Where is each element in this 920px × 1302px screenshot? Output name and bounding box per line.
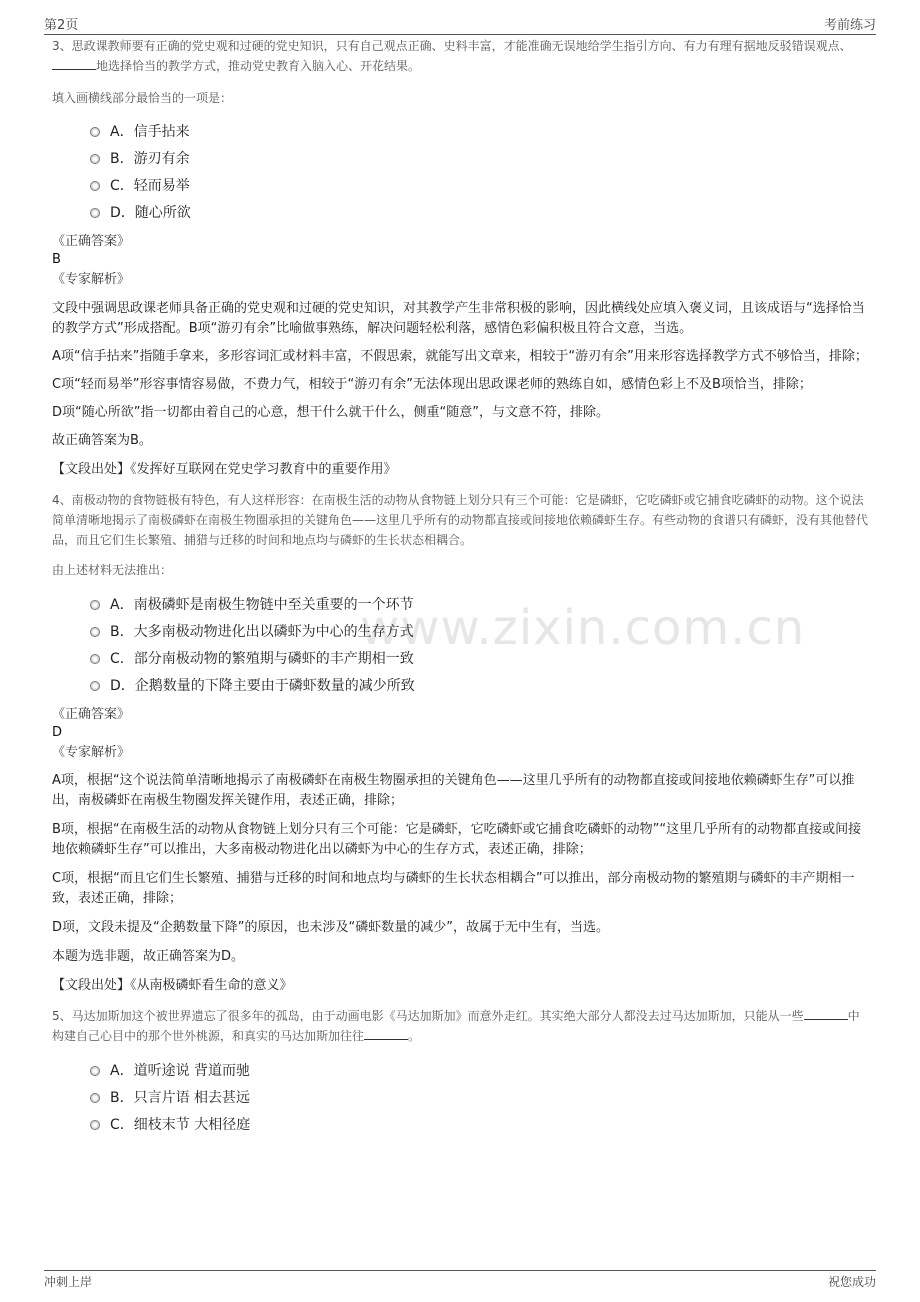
fill-blank xyxy=(804,1007,848,1020)
answer-value: D xyxy=(52,725,63,740)
option-b[interactable] xyxy=(90,619,870,646)
question-5-text-c: 。 xyxy=(408,1029,421,1043)
source-citation: 【文段出处】《发挥好互联网在党史学习教育中的重要作用》 xyxy=(52,462,397,477)
analysis-paragraph: 文段中强调思政课老师具备正确的党史观和过硬的党史知识，对其教学产生非常积极的影响，因此横线处应填入褒义词，且该成语与“选择恰当的教学方式”形成搭配。B项“游刃有余”比喻做事熟练，解决问题轻松利落，感情色彩偏积极且符合文意，当选。 xyxy=(52,301,865,336)
question-5-stem xyxy=(52,1006,870,1046)
question-5-options xyxy=(52,1058,870,1139)
option-c[interactable] xyxy=(90,173,870,200)
question-4-prompt: 由上述材料无法推出： xyxy=(52,563,173,577)
option-label: B．只言片语 相去甚远 xyxy=(110,1090,251,1106)
analysis-paragraph: C项“轻而易举”形容事情容易做，不费力气，相较于“游刃有余”无法体现出思政课老师的熟练自如，感情色彩上不及B项恰当，排除； xyxy=(52,377,812,392)
radio-icon[interactable] xyxy=(90,1120,100,1130)
analysis-label: 《专家解析》 xyxy=(52,272,131,287)
question-3-prompt: 填入画横线部分最恰当的一项是： xyxy=(52,91,233,105)
option-label: A．道听途说 背道而驰 xyxy=(110,1063,251,1079)
question-3 xyxy=(52,36,870,480)
question-3-text-b: 地选择恰当的教学方式，推动党史教育入脑入心、开花结果。 xyxy=(96,59,421,73)
radio-icon[interactable] xyxy=(90,600,100,610)
footer-right: 祝您成功 xyxy=(827,1275,876,1289)
option-label: A．信手拈来 xyxy=(110,124,190,140)
analysis-label: 《专家解析》 xyxy=(52,745,131,760)
answer-value: B xyxy=(52,252,61,267)
fill-blank xyxy=(364,1027,408,1040)
radio-icon[interactable] xyxy=(90,1066,100,1076)
option-label: D．企鹅数量的下降主要由于磷虾数量的减少所致 xyxy=(110,678,415,694)
question-5-text-b: 中构建自己心目中的那个世外桃源，和真实的马达加斯加往往 xyxy=(52,1009,860,1043)
radio-icon[interactable] xyxy=(90,208,100,218)
option-label: B．大多南极动物进化出以磷虾为中心的生存方式 xyxy=(110,624,414,640)
radio-icon[interactable] xyxy=(90,681,100,691)
source-citation: 【文段出处】《从南极磷虾看生命的意义》 xyxy=(52,978,293,993)
option-b[interactable] xyxy=(90,146,870,173)
analysis-paragraph: C项，根据“而且它们生长繁殖、捕猎与迁移的时间和地点均与磷虾的生长状态相耦合”可以推出，部分南极动物的繁殖期与磷虾的丰产期相一致，表述正确，排除； xyxy=(52,871,855,906)
page-footer xyxy=(44,1270,876,1289)
option-label: C．细枝末节 大相径庭 xyxy=(110,1117,251,1133)
content xyxy=(52,36,870,1139)
option-a[interactable] xyxy=(90,119,870,146)
radio-icon[interactable] xyxy=(90,1093,100,1103)
option-label: C．轻而易举 xyxy=(110,178,190,194)
option-a[interactable] xyxy=(90,592,870,619)
option-b[interactable] xyxy=(90,1085,870,1112)
analysis-conclusion: 故正确答案为B。 xyxy=(52,433,152,448)
question-3-text-a: 3、思政课教师要有正确的党史观和过硬的党史知识，只有自己观点正确、史料丰富，才能准确无误地给学生指引方向、有力有理有据地反驳错误观点、 xyxy=(52,39,852,53)
option-d[interactable] xyxy=(90,200,870,227)
option-c[interactable] xyxy=(90,1112,870,1139)
option-label: B．游刃有余 xyxy=(110,151,190,167)
question-4-stem: 4、南极动物的食物链极有特色，有人这样形容：在南极生活的动物从食物链上划分只有三个可能：它是磷虾，它吃磷虾或它捕食吃磷虾的动物。这个说法简单清晰地揭示了南极磷虾在南极生物圈承担的关键角色——这里几乎所有的动物都直接或间接地依赖磷虾生存。有些动物的食谱只有磷虾，没有其他替代品，而且它们生长繁殖、捕猎与迁移的时间和地点均与磷虾的生长状态相耦合。 xyxy=(52,493,869,547)
radio-icon[interactable] xyxy=(90,154,100,164)
question-4 xyxy=(52,490,870,996)
radio-icon[interactable] xyxy=(90,181,100,191)
question-3-options xyxy=(52,119,870,227)
question-5 xyxy=(52,1006,870,1139)
question-5-text-a: 5、马达加斯加这个被世界遗忘了很多年的孤岛，由于动画电影《马达加斯加》而意外走红。其实绝大部分人都没去过马达加斯加，只能从一些 xyxy=(52,1009,804,1023)
radio-icon[interactable] xyxy=(90,654,100,664)
watermark: www.zixin.com.cn xyxy=(360,600,806,656)
fill-blank xyxy=(52,57,96,70)
analysis-paragraph: B项，根据“在南极生活的动物从食物链上划分只有三个可能：它是磷虾，它吃磷虾或它捕食吃磷虾的动物”“这里几乎所有的动物都直接或间接地依赖磷虾生存”可以推出，大多南极动物进化出以磷虾为中心的生存方式，表述正确，排除； xyxy=(52,822,862,857)
page-number: 第2页 xyxy=(44,18,79,33)
analysis-paragraph: D项“随心所欲”指一切都由着自己的心意，想干什么就干什么，侧重“随意”，与文意不符，排除。 xyxy=(52,405,609,420)
analysis-paragraph: A项，根据“这个说法简单清晰地揭示了南极磷虾在南极生物圈承担的关键角色——这里几乎所有的动物都直接或间接地依赖磷虾生存”可以推出，南极磷虾在南极生物圈发挥关键作用，表述正确，排除； xyxy=(52,773,855,808)
option-d[interactable] xyxy=(90,673,870,700)
analysis-paragraph: D项，文段未提及“企鹅数量下降”的原因，也未涉及“磷虾数量的减少”，故属于无中生有，当选。 xyxy=(52,920,609,935)
answer-label: 《正确答案》 xyxy=(52,707,131,722)
question-3-stem xyxy=(52,36,870,76)
option-c[interactable] xyxy=(90,646,870,673)
option-label: C．部分南极动物的繁殖期与磷虾的丰产期相一致 xyxy=(110,651,414,667)
page-header xyxy=(44,12,876,35)
option-label: D．随心所欲 xyxy=(110,205,191,221)
radio-icon[interactable] xyxy=(90,627,100,637)
header-title: 考前练习 xyxy=(823,18,876,33)
footer-left: 冲刺上岸 xyxy=(44,1275,93,1289)
option-label: A．南极磷虾是南极生物链中至关重要的一个环节 xyxy=(110,597,414,613)
radio-icon[interactable] xyxy=(90,127,100,137)
answer-label: 《正确答案》 xyxy=(52,234,131,249)
analysis-paragraph: A项“信手拈来”指随手拿来，多形容词汇或材料丰富，不假思索，就能写出文章来，相较于“游刃有余”用来形容选择教学方式不够恰当，排除； xyxy=(52,349,868,364)
question-4-options xyxy=(52,592,870,700)
option-a[interactable] xyxy=(90,1058,870,1085)
analysis-conclusion: 本题为选非题，故正确答案为D。 xyxy=(52,949,245,964)
